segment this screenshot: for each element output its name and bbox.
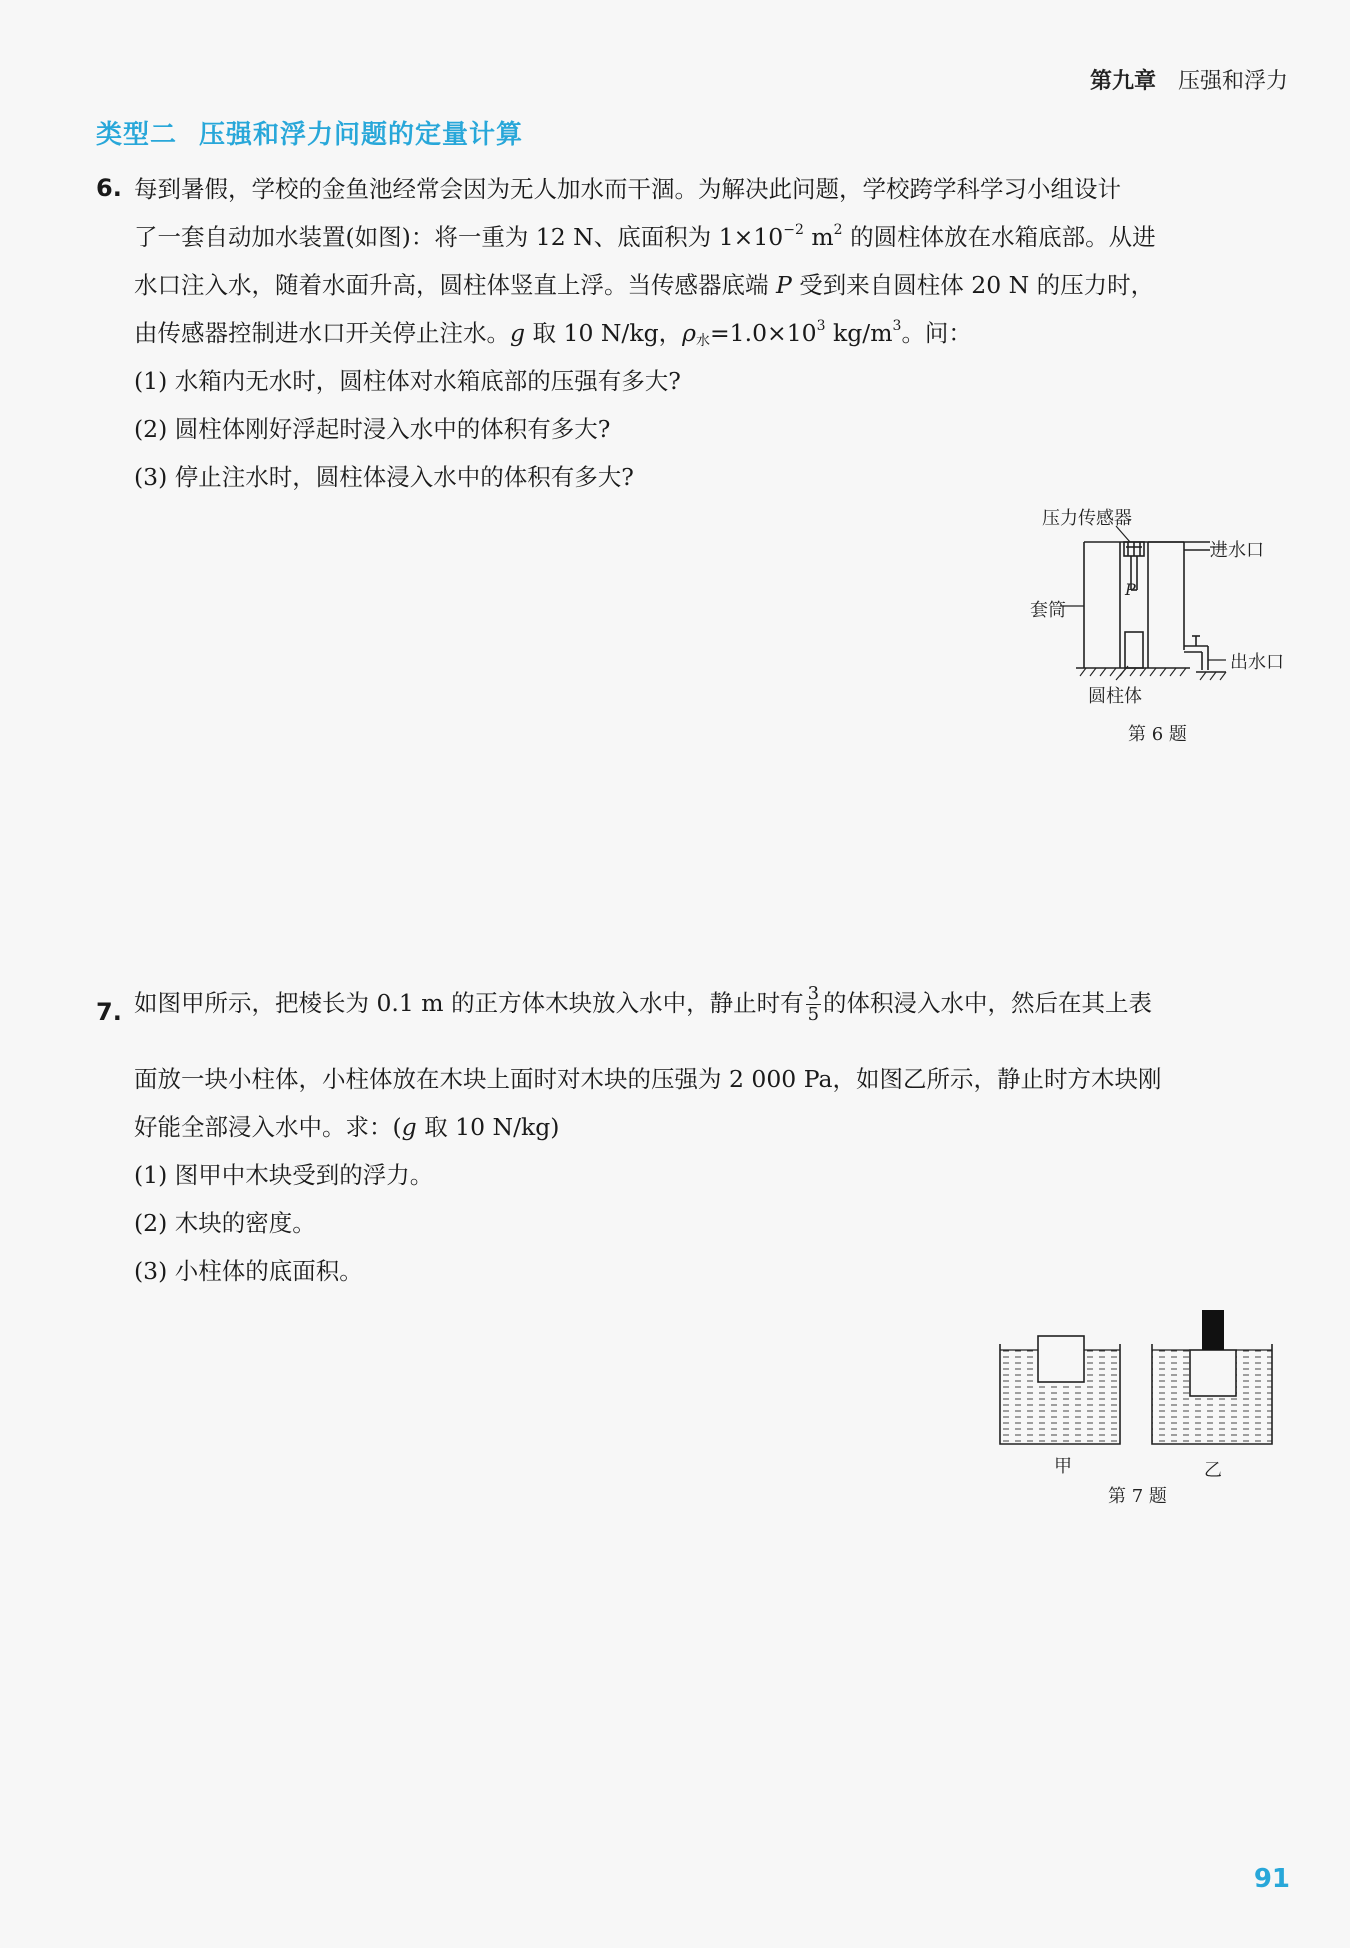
figure-6-label-sleeve: 套筒 (1030, 600, 1066, 621)
figure-7-caption: 第 7 题 (1108, 1486, 1167, 1507)
chapter-topic: 压强和浮力 (1177, 69, 1288, 94)
running-header (1090, 64, 1288, 95)
problem-7-line-3: 好能全部浸入水中。求：(g 取 10 N/kg) (134, 1113, 560, 1141)
problem-6-line-2: 了一套自动加水装置(如图)：将一重为 12 N、底面积为 $1\times 10^{-2}$ $m^2$ 的圆柱体放在水箱底部。从进 (134, 222, 1156, 251)
chapter-label: 第九章 (1089, 69, 1156, 94)
problem-6-question-2: (2) 圆柱体刚好浮起时浸入水中的体积有多大? (134, 415, 611, 443)
figure-6-caption: 第 6 题 (1128, 724, 1187, 745)
problem-7-question-1: (1) 图甲中木块受到的浮力。 (134, 1161, 434, 1189)
problem-7-question-2: (2) 木块的密度。 (134, 1209, 316, 1237)
figure-6-label-outlet: 出水口 (1230, 652, 1284, 673)
page-number: 91 (1253, 1864, 1290, 1894)
problem-7-question-3: (3) 小柱体的底面积。 (134, 1257, 363, 1285)
problem-7 (96, 984, 1288, 1284)
figure-7-label-a: 甲 (1054, 1456, 1072, 1477)
problem-7-line-1: 如图甲所示，把棱长为 0.1 m 的正方体木块放入水中，静止时有 $\frac{3}{5}$ 的体积浸入水中，然后在其上表 (134, 983, 1153, 1025)
problem-6-line-3: 水口注入水，随着水面升高，圆柱体竖直上浮。当传感器底端 P 受到来自圆柱体 20 N 的压力时， (134, 271, 1155, 299)
section-title-text: 压强和浮力问题的定量计算 (199, 120, 524, 150)
figure-6-label-cylinder: 圆柱体 (1088, 686, 1142, 707)
figure-7-block-diagram (990, 1300, 1290, 1460)
problem-6-question-1: (1) 水箱内无水时，圆柱体对水箱底部的压强有多大? (134, 367, 681, 395)
figure-6-label-p: P (1125, 580, 1136, 599)
problem-7-line-2: 面放一块小柱体，小柱体放在木块上面时对木块的压强为 2 000 Pa，如图乙所示，静止时方木块刚 (134, 1065, 1162, 1093)
fraction-three-fifths: $\frac{3}{5}$ (807, 983, 820, 1025)
figure-6-label-sensor: 压力传感器 (1042, 508, 1132, 529)
problem-6-line-1: 每到暑假，学校的金鱼池经常会因为无人加水而干涸。为解决此问题，学校跨学科学习小组设计 (134, 175, 1121, 203)
section-heading (96, 114, 523, 151)
problem-number: 7. (96, 998, 122, 1026)
problem-6-question-3: (3) 停止注水时，圆柱体浸入水中的体积有多大? (134, 463, 634, 491)
section-label: 类型二 (96, 120, 178, 150)
figure-7-label-b: 乙 (1204, 1460, 1222, 1481)
problem-6-line-4: 由传感器控制进水口开关停止注水。g 取 10 N/kg，$\rho_水=1.0\times 10^3$ $kg/m^3$。问： (134, 318, 972, 349)
problem-number: 6. (96, 174, 122, 202)
problem-6 (96, 168, 1288, 498)
figure-6-label-inlet: 进水口 (1210, 540, 1264, 561)
